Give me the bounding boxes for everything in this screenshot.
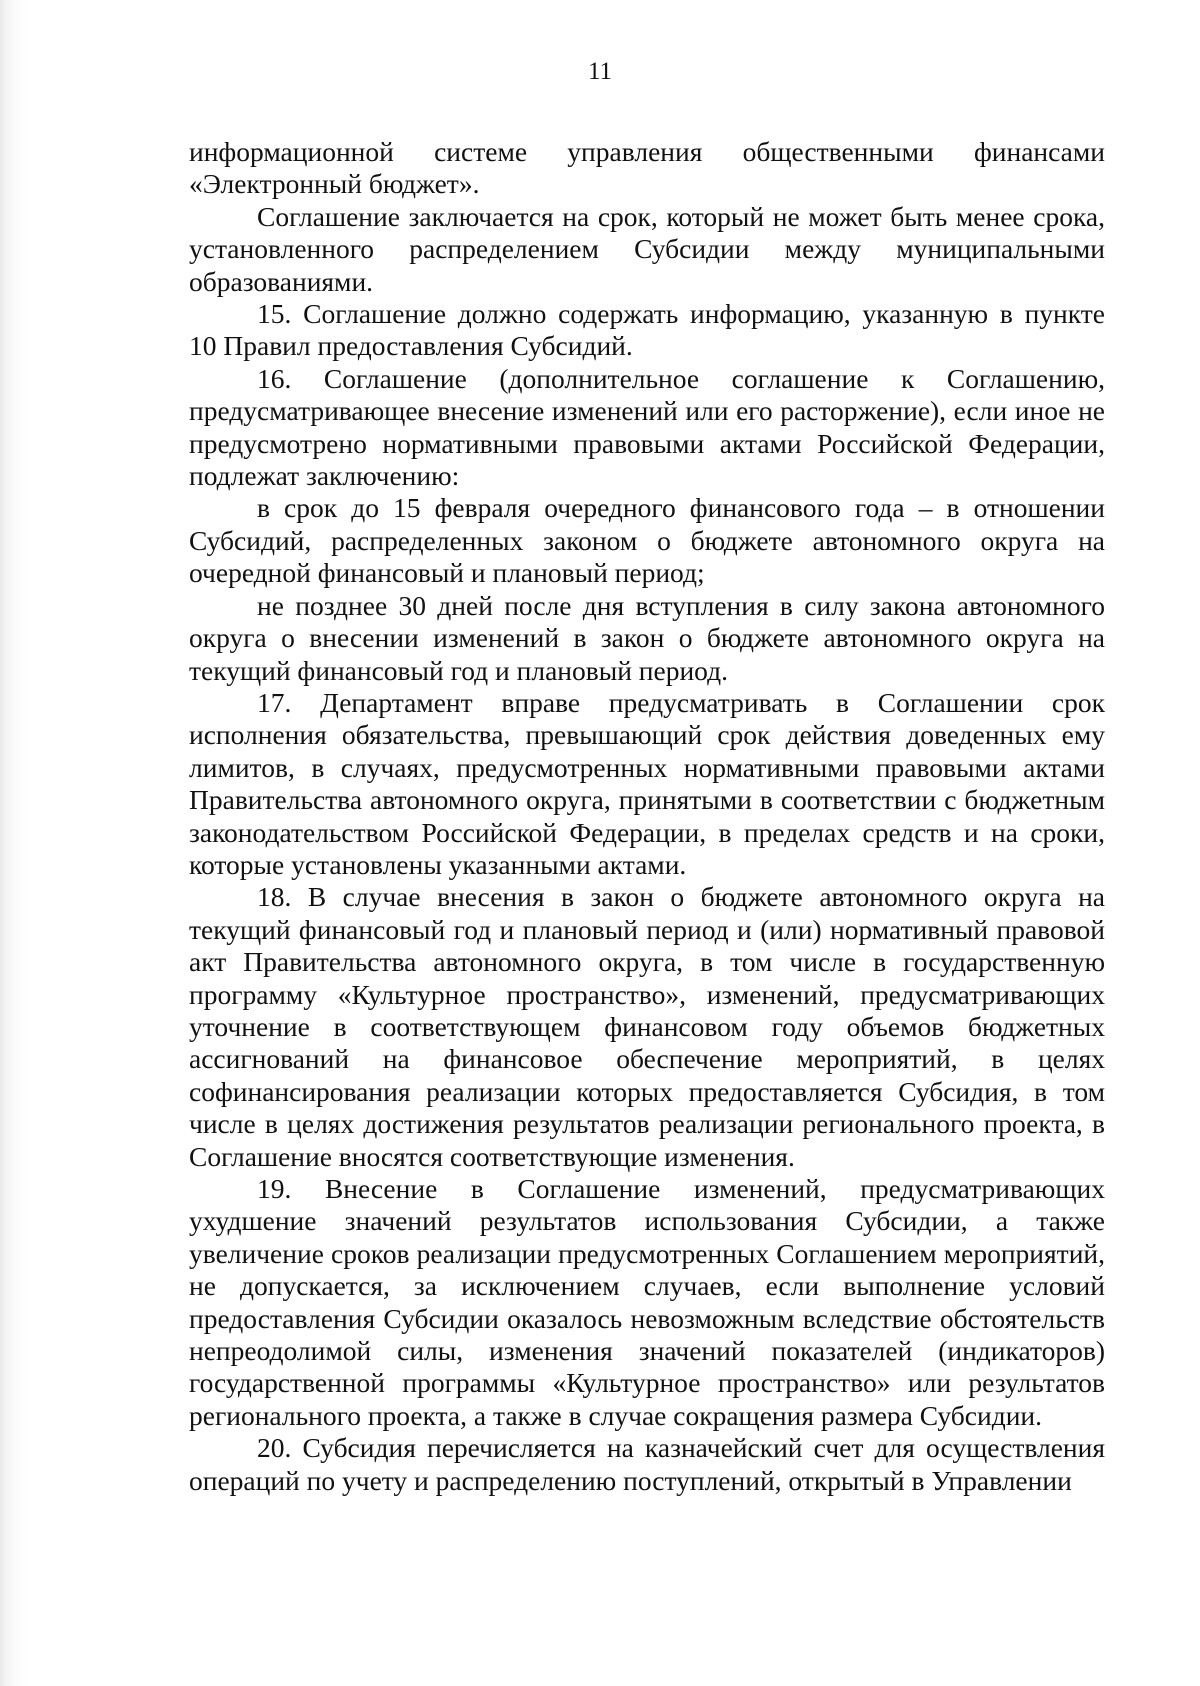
paragraph-16: 16. Соглашение (дополнительное соглашение к Соглашению, предусматривающее внесение изменений или его расторжение), если иное не предусмотрено нормативными правовыми актами Российской Федерации, подлежат заключению: [189, 362, 1105, 492]
paragraph-2: Соглашение заключается на срок, который не может быть менее срока, установленного распределением Субсидии между муниципальными образованиями. [189, 200, 1105, 297]
paragraph-16-deadline-1: в срок до 15 февраля очередного финансового года – в отношении Субсидий, распределенных законом о бюджете автономного округа на очередной финансовый и плановый период; [189, 492, 1105, 589]
paragraph-20: 20. Субсидия перечисляется на казначейский счет для осуществления операций по учету и распределению поступлений, открытый в Управлении [189, 1432, 1105, 1496]
scan-edge-shadow [0, 0, 26, 1686]
paragraph-1: информационной системе управления общественными финансами «Электронный бюджет». [189, 136, 1105, 200]
paragraph-17: 17. Департамент вправе предусматривать в Соглашении срок исполнения обязательства, превышающий срок действия доведенных ему лимитов, в случаях, предусмотренных нормативными правовыми актами Правительства автономного округа, принятыми в соответствии с бюджетным законодательством Российской Федерации, в пределах средств и на сроки, которые установлены указанными актами. [189, 686, 1105, 880]
page-number: 11 [587, 58, 613, 85]
paragraph-19: 19. Внесение в Соглашение изменений, предусматривающих ухудшение значений результатов использования Субсидии, а также увеличение сроков реализации предусмотренных Соглашением мероприятий, не допускается, за исключением случаев, если выполнение условий предоставления Субсидии оказалось невозможным вследствие обстоятельств непреодолимой силы, изменения значений показателей (индикаторов) государственной программы «Культурное пространство» или результатов регионального проекта, а также в случае сокращения размера Субсидии. [189, 1173, 1105, 1431]
paragraph-15: 15. Соглашение должно содержать информацию, указанную в пункте 10 Правил предоставления Субсидий. [189, 298, 1105, 362]
paragraph-16-deadline-2: не позднее 30 дней после дня вступления в силу закона автономного округа о внесении изменений в закон о бюджете автономного округа на текущий финансовый год и плановый период. [189, 589, 1105, 686]
document-body [189, 136, 1105, 1497]
paragraph-18: 18. В случае внесения в закон о бюджете автономного округа на текущий финансовый год и плановый период и (или) нормативный правовой акт Правительства автономного округа, в том числе в государственную программу «Культурное пространство», изменений, предусматривающих уточнение в соответствующем финансовом году объемов бюджетных ассигнований на финансовое обеспечение мероприятий, в целях софинансирования реализации которых предоставляется Субсидия, в том числе в целях достижения результатов реализации регионального проекта, в Соглашение вносятся соответствующие изменения. [189, 881, 1105, 1172]
